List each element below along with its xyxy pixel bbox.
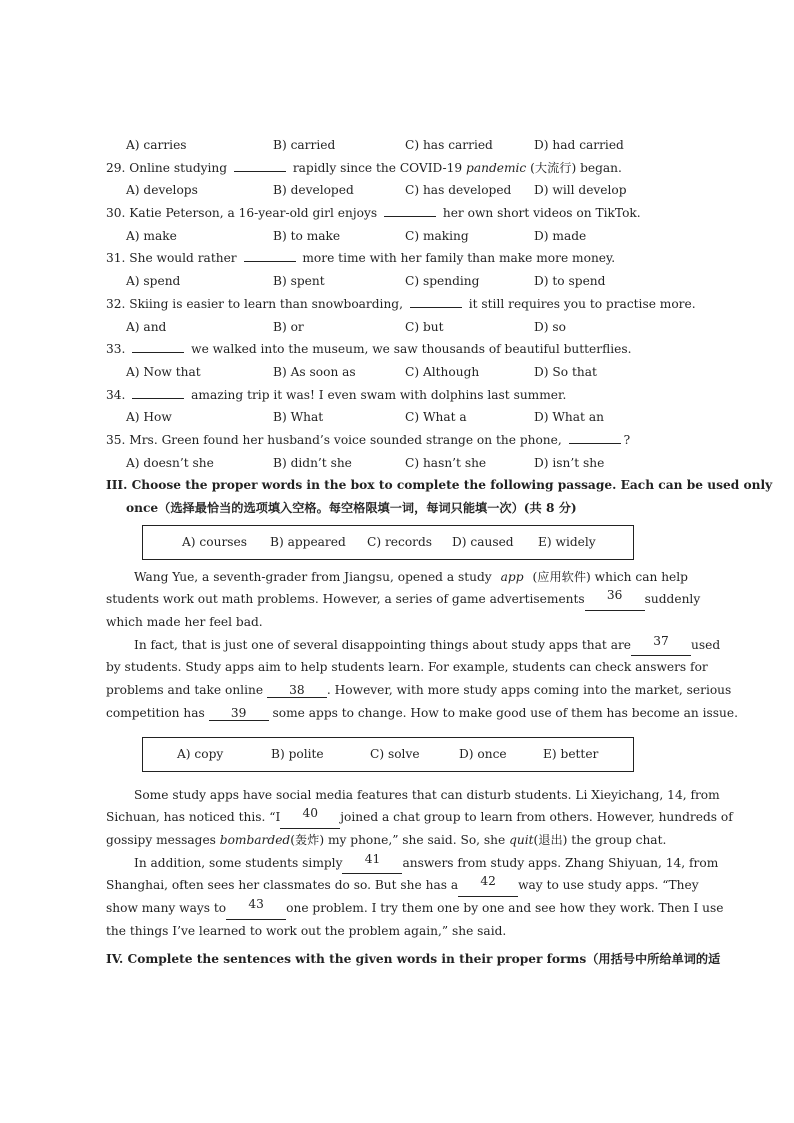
p2-text-a: In fact, that is just one of several disappointing things about study apps that are xyxy=(134,637,632,652)
p2-text-d: . However, with more study apps coming into the market, serious xyxy=(326,683,732,698)
q28-option-a: A) carries xyxy=(126,138,187,152)
q32-option-c: C) but xyxy=(405,319,444,334)
q34-question xyxy=(106,384,688,407)
q29-option-b: B) developed xyxy=(273,183,354,198)
q32-blank xyxy=(410,294,462,308)
paragraph-2-line-1 xyxy=(106,633,721,657)
q30-question xyxy=(106,202,688,225)
p3-text-c: gossipy messages xyxy=(106,832,216,847)
q35-option-a: A) doesn’t she xyxy=(126,455,214,470)
paragraph-4-line-1 xyxy=(106,851,719,875)
blank-40: 40 xyxy=(280,806,340,829)
q35-options xyxy=(106,452,688,475)
q29-options xyxy=(106,179,688,202)
blank-37: 37 xyxy=(631,634,691,657)
q29-option-c: C) has developed xyxy=(405,183,512,198)
q30-option-a: A) make xyxy=(126,228,177,243)
p4-text-a: In addition, some students simply xyxy=(134,855,343,870)
paragraph-2 xyxy=(106,633,738,725)
q33-blank xyxy=(132,339,184,353)
paragraph-1-line-2 xyxy=(106,588,701,611)
worksheet-page xyxy=(106,134,773,971)
q33-text-pre: 33. xyxy=(106,342,126,357)
blank-41: 41 xyxy=(342,852,402,875)
p4-text-c: Shanghai, often sees her classmates do so. But she has a xyxy=(106,878,459,893)
p3-text-e: (退出) the group chat. xyxy=(533,832,667,847)
q34-text-post: amazing trip it was! I even swam with dolphins last summer. xyxy=(191,387,567,402)
q34-blank xyxy=(132,385,184,399)
p4-text-f: one problem. I try them one by one and see how they work. Then I use xyxy=(286,900,724,915)
q33-option-d: D) So that xyxy=(534,364,597,379)
blank-36: 36 xyxy=(585,588,645,611)
q31-options xyxy=(106,270,688,293)
blank-38: 38 xyxy=(267,683,327,698)
q29-question xyxy=(106,157,688,180)
q31-text-post: more time with her family than make more money. xyxy=(302,251,616,266)
q29-text-pre: 29. Online studying xyxy=(106,160,228,175)
paragraph-4-line-3 xyxy=(106,896,724,920)
word-box-1-option-e: E) widely xyxy=(538,534,596,549)
q30-blank xyxy=(384,203,436,217)
p2-text-f: some apps to change. How to make good use of them has become an issue. xyxy=(272,705,738,720)
q35-text-post: ? xyxy=(623,432,631,447)
q35-option-c: C) hasn’t she xyxy=(405,455,487,470)
q32-text-pre: 32. Skiing is easier to learn than snowboarding, xyxy=(106,296,403,311)
paragraph-3 xyxy=(106,784,733,852)
word-box-1 xyxy=(142,525,634,560)
p3-text-d: (轰炸) my phone,” she said. So, she xyxy=(290,832,506,847)
q34-option-a: A) How xyxy=(126,410,172,425)
paragraph-1 xyxy=(106,566,701,634)
q33-option-b: B) As soon as xyxy=(273,364,356,379)
q33-options xyxy=(106,361,688,384)
q33-question xyxy=(106,338,688,361)
q34-text-pre: 34. xyxy=(106,387,126,402)
p3-italic-bombarded: bombarded xyxy=(219,832,291,847)
q31-text-pre: 31. She would rather xyxy=(106,251,237,266)
paragraph-2-line-4 xyxy=(106,702,738,725)
q33-text-post: we walked into the museum, we saw thousands of beautiful butterflies. xyxy=(191,342,632,357)
q28-option-d: D) had carried xyxy=(534,138,624,152)
q28-option-b: B) carried xyxy=(273,138,336,152)
paragraph-4-line-4: the things I’ve learned to work out the problem again,” she said. xyxy=(106,923,507,938)
word-box-1-option-a: A) courses xyxy=(182,534,247,549)
paragraph-4 xyxy=(106,851,724,943)
q30-option-c: C) making xyxy=(405,228,469,243)
q35-option-d: D) isn’t she xyxy=(534,455,605,470)
paragraph-2-line-3 xyxy=(106,679,732,702)
q33-option-c: C) Although xyxy=(405,364,480,379)
p1-italic-app: app xyxy=(500,569,524,584)
q34-options xyxy=(106,406,688,429)
paragraph-3-line-3 xyxy=(106,829,688,852)
word-box-2-option-a: A) copy xyxy=(177,746,224,761)
q29-text-post: (大流行) began. xyxy=(530,160,622,175)
section-4-line-1: IV. Complete the sentences with the given words in their proper forms（用括号中所给单词的适 xyxy=(106,952,721,967)
paragraph-1-line-3: which made her feel bad. xyxy=(106,615,263,630)
p3-italic-quit: quit xyxy=(509,832,534,847)
q30-text-pre: 30. Katie Peterson, a 16-year-old girl enjoys xyxy=(106,206,378,221)
q28-options xyxy=(106,134,688,157)
section-3-line-2: once（选择最恰当的选项填入空格。每空格限填一词，每词只能填一次）(共 8 分) xyxy=(126,501,577,516)
p4-text-d: way to use study apps. “They xyxy=(518,878,699,893)
word-box-2 xyxy=(142,737,634,772)
q31-blank xyxy=(244,248,296,262)
q35-blank xyxy=(569,430,621,444)
q29-text-mid: rapidly since the COVID-19 xyxy=(292,160,463,175)
paragraph-3-line-2 xyxy=(106,806,733,829)
blank-39: 39 xyxy=(209,706,269,721)
q32-text-post: it still requires you to practise more. xyxy=(468,296,696,311)
q30-text-post: her own short videos on TikTok. xyxy=(442,206,641,221)
q30-option-d: D) made xyxy=(534,228,587,243)
q31-option-a: A) spend xyxy=(126,274,181,289)
q29-blank xyxy=(234,158,286,172)
p2-text-c: problems and take online xyxy=(106,683,264,698)
q32-options xyxy=(106,316,688,339)
q35-question xyxy=(106,429,688,452)
q32-option-d: D) so xyxy=(534,319,566,334)
q29-option-d: D) will develop xyxy=(534,183,627,198)
word-box-2-option-b: B) polite xyxy=(271,746,324,761)
word-box-2-option-e: E) better xyxy=(543,746,599,761)
section-4-heading xyxy=(106,948,721,971)
blank-43: 43 xyxy=(226,897,286,920)
q31-option-d: D) to spend xyxy=(534,274,606,289)
paragraph-2-line-2: by students. Study apps aim to help students learn. For example, students can check answers for xyxy=(106,660,708,675)
p1-text-e: suddenly xyxy=(644,592,701,607)
p1-text-a: Wang Yue, a seventh-grader from Jiangsu, opened a study xyxy=(134,569,492,584)
q31-option-c: C) spending xyxy=(405,274,480,289)
q32-option-a: A) and xyxy=(126,319,167,334)
word-box-2-option-d: D) once xyxy=(459,746,507,761)
p3-text-a: Sichuan, has noticed this. “I xyxy=(106,810,281,825)
q28-option-c: C) has carried xyxy=(405,138,493,152)
q30-option-b: B) to make xyxy=(273,228,341,243)
q34-option-b: B) What xyxy=(273,410,324,425)
blank-42: 42 xyxy=(458,874,518,897)
paragraph-1-line-1 xyxy=(106,566,688,589)
p4-text-b: answers from study apps. Zhang Shiyuan, 14, from xyxy=(402,855,719,870)
q35-text-pre: 35. Mrs. Green found her husband’s voice sounded strange on the phone, xyxy=(106,432,562,447)
q33-option-a: A) Now that xyxy=(126,364,201,379)
section-3-line-1: III. Choose the proper words in the box to complete the following passage. Each can be used only xyxy=(106,478,773,493)
q31-option-b: B) spent xyxy=(273,274,325,289)
p2-text-b: used xyxy=(691,637,721,652)
q30-options xyxy=(106,225,688,248)
p2-text-e: competition has xyxy=(106,705,205,720)
word-box-1-option-d: D) caused xyxy=(452,534,514,549)
q32-option-b: B) or xyxy=(273,319,304,334)
paragraph-4-line-2 xyxy=(106,874,699,897)
word-box-1-option-b: B) appeared xyxy=(270,534,346,549)
q29-option-a: A) develops xyxy=(126,183,198,198)
p1-text-d: students work out math problems. However, a series of game advertisements xyxy=(106,592,585,607)
q29-text-italic: pandemic xyxy=(466,160,527,175)
q34-option-c: C) What a xyxy=(405,410,467,425)
q34-option-d: D) What an xyxy=(534,410,604,425)
p1-text-c: (应用软件) which can help xyxy=(532,569,688,584)
q31-question xyxy=(106,247,688,270)
section-3-heading xyxy=(106,474,773,519)
q35-option-b: B) didn’t she xyxy=(273,455,352,470)
word-box-1-option-c: C) records xyxy=(367,534,433,549)
p3-text-b: joined a chat group to learn from others. However, hundreds of xyxy=(340,810,733,825)
paragraph-3-line-1: Some study apps have social media features that can disturb students. Li Xieyichang, 14, from xyxy=(134,787,720,802)
word-box-2-option-c: C) solve xyxy=(370,746,420,761)
q32-question xyxy=(106,293,696,316)
p4-text-e: show many ways to xyxy=(106,900,227,915)
